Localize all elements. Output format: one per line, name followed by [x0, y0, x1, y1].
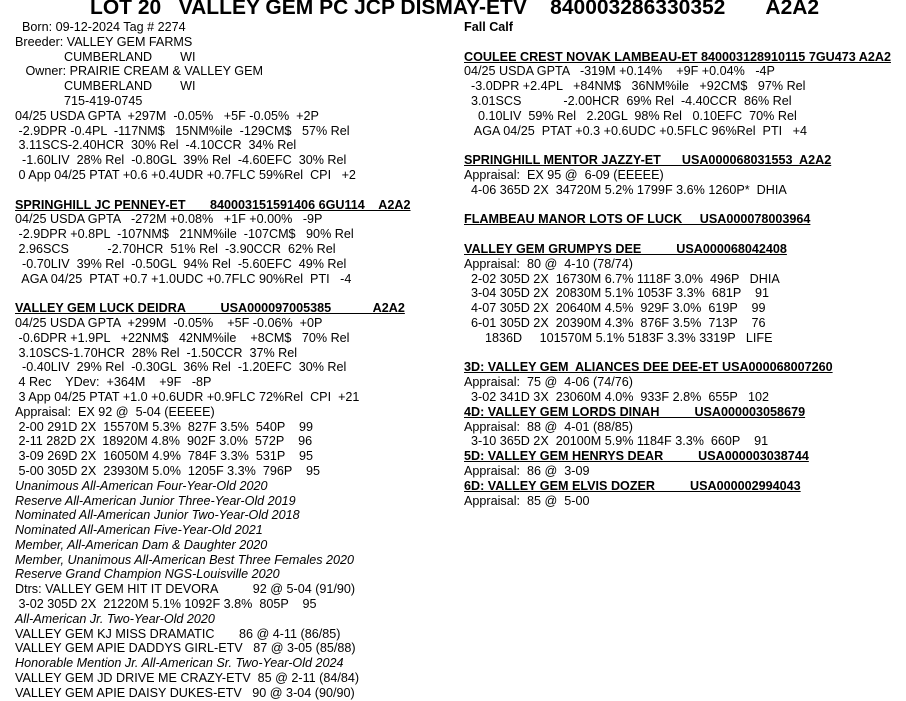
award-line: Nominated All-American Junior Two-Year-Old 2018: [15, 508, 300, 523]
pedigree-line: VALLEY GEM APIE DADDYS GIRL-ETV 87 @ 3-05 (85/88): [15, 641, 356, 656]
pedigree-line: 0.10LIV 59% Rel 2.20GL 98% Rel 0.10EFC 70% Rel: [464, 108, 797, 123]
award-line: Honorable Mention Jr. All-American Sr. Two-Year-Old 2024: [15, 656, 344, 671]
left-column: [15, 20, 455, 701]
pedigree-line: 3-10 365D 2X 20100M 5.9% 1184F 3.3% 660P 91: [464, 434, 769, 449]
animal-heading: 4D: VALLEY GEM LORDS DINAH USA000003058679: [464, 404, 806, 419]
pedigree-line: 3.01SCS -2.00HCR 69% Rel -4.40CCR 86% Rel: [464, 93, 792, 108]
pedigree-line: Appraisal: 86 @ 3-09: [464, 463, 590, 478]
pedigree-line: 2-00 291D 2X 15570M 5.3% 827F 3.5% 540P 99: [15, 419, 314, 434]
pedigree-line: VALLEY GEM APIE DAISY DUKES-ETV 90 @ 3-04 (90/90): [15, 685, 355, 700]
pedigree-line: Appraisal: EX 92 @ 5-04 (EEEEE): [15, 404, 215, 419]
pedigree-line: 1836D 101570M 5.1% 5183F 3.3% 3319P LIFE: [464, 330, 773, 345]
pedigree-line: AGA 04/25 PTAT +0.7 +1.0UDC +0.7FLC 90%Rel PTI -4: [15, 271, 352, 286]
pedigree-line: 04/25 USDA GPTA -319M +0.14% +9F +0.04% -4P: [464, 64, 775, 79]
pedigree-line: -1.60LIV 28% Rel -0.80GL 39% Rel -4.60EFC 30% Rel: [15, 153, 347, 168]
pedigree-line: 2-11 282D 2X 18920M 4.8% 902F 3.0% 572P 96: [15, 434, 313, 449]
pedigree-line: Appraisal: 80 @ 4-10 (78/74): [464, 256, 633, 271]
pedigree-line: 3.10SCS-1.70HCR 28% Rel -1.50CCR 37% Rel: [15, 345, 298, 360]
pedigree-line: VALLEY GEM JD DRIVE ME CRAZY-ETV 85 @ 2-11 (84/84): [15, 671, 360, 686]
pedigree-line: 0 App 04/25 PTAT +0.6 +0.4UDR +0.7FLC 59%Rel CPI +2: [15, 167, 356, 182]
animal-heading: FLAMBEAU MANOR LOTS OF LUCK USA000078003964: [464, 212, 811, 227]
pedigree-line: -2.9DPR -0.4PL -117NM$ 15NM%ile -129CM$ 57% Rel: [15, 123, 350, 138]
spacer: [15, 286, 455, 301]
award-line: Reserve All-American Junior Three-Year-Old 2019: [15, 493, 296, 508]
pedigree-line: Dtrs: VALLEY GEM HIT IT DEVORA 92 @ 5-04 (91/90): [15, 582, 356, 597]
pedigree-line: Appraisal: 88 @ 4-01 (88/85): [464, 419, 633, 434]
pedigree-line: -0.6DPR +1.9PL +22NM$ 42NM%ile +8CM$ 70% Rel: [15, 330, 350, 345]
pedigree-line: -0.70LIV 39% Rel -0.50GL 94% Rel -5.60EFC 49% Rel: [15, 256, 347, 271]
pedigree-line: -0.40LIV 29% Rel -0.30GL 36% Rel -1.20EFC 30% Rel: [15, 360, 347, 375]
award-line: Nominated All-American Five-Year-Old 2021: [15, 523, 263, 538]
pedigree-line: Breeder: VALLEY GEM FARMS: [15, 34, 193, 49]
pedigree-line: Fall Calf: [464, 20, 513, 34]
spacer: [464, 138, 900, 153]
pedigree-line: 3-02 341D 3X 23060M 4.0% 933F 2.8% 655P 102: [464, 389, 770, 404]
animal-heading: 5D: VALLEY GEM HENRYS DEAR USA000003038744: [464, 449, 809, 464]
right-column: [464, 20, 900, 508]
animal-heading: 6D: VALLEY GEM ELVIS DOZER USA000002994043: [464, 478, 801, 493]
pedigree-line: 3-04 305D 2X 20830M 5.1% 1053F 3.3% 681P 91: [464, 286, 770, 301]
award-line: Member, Unanimous All-American Best Three Females 2020: [15, 552, 355, 567]
animal-heading: SPRINGHILL JC PENNEY-ET 840003151591406 6GU114 A2A2: [15, 197, 411, 212]
pedigree-line: VALLEY GEM KJ MISS DRAMATIC 86 @ 4-11 (86/85): [15, 626, 341, 641]
pedigree-line: CUMBERLAND WI: [15, 79, 196, 94]
award-line: Reserve Grand Champion NGS-Louisville 2020: [15, 567, 280, 582]
pedigree-line: Appraisal: EX 95 @ 6-09 (EEEEE): [464, 167, 664, 182]
animal-heading: 3D: VALLEY GEM ALIANCES DEE DEE-ET USA000068007260: [464, 360, 833, 375]
pedigree-line: 04/25 USDA GPTA +299M -0.05% +5F -0.06% +0P: [15, 315, 323, 330]
lot-title: LOT 20 VALLEY GEM PC JCP DISMAY-ETV 840003286330352 A2A2: [90, 0, 820, 19]
pedigree-line: Owner: PRAIRIE CREAM & VALLEY GEM: [15, 64, 263, 79]
pedigree-line: AGA 04/25 PTAT +0.3 +0.6UDC +0.5FLC 96%Rel PTI +4: [464, 123, 808, 138]
spacer: [464, 35, 900, 50]
award-line: All-American Jr. Two-Year-Old 2020: [15, 611, 215, 626]
pedigree-line: -2.9DPR +0.8PL -107NM$ 21NM%ile -107CM$ 90% Rel: [15, 227, 354, 242]
pedigree-line: 3.11SCS-2.40HCR 30% Rel -4.10CCR 34% Rel: [15, 138, 297, 153]
pedigree-line: Born: 09-12-2024 Tag # 2274: [15, 20, 186, 34]
spacer: [464, 198, 900, 213]
spacer: [464, 227, 900, 242]
pedigree-line: Appraisal: 85 @ 5-00: [464, 493, 590, 508]
pedigree-line: 3 App 04/25 PTAT +1.0 +0.6UDR +0.9FLC 72%Rel CPI +21: [15, 389, 360, 404]
pedigree-line: 4-07 305D 2X 20640M 4.5% 929F 3.0% 619P 99: [464, 301, 766, 316]
animal-heading: SPRINGHILL MENTOR JAZZY-ET USA000068031553 A2A2: [464, 153, 832, 168]
pedigree-line: CUMBERLAND WI: [15, 49, 196, 64]
pedigree-line: 04/25 USDA GPTA +297M -0.05% +5F -0.05% +2P: [15, 108, 319, 123]
animal-heading: COULEE CREST NOVAK LAMBEAU-ET 840003128910115 7GU473 A2A2: [464, 49, 891, 64]
award-line: Member, All-American Dam & Daughter 2020: [15, 537, 268, 552]
spacer: [464, 346, 900, 361]
award-line: Unanimous All-American Four-Year-Old 2020: [15, 478, 268, 493]
animal-heading: VALLEY GEM LUCK DEIDRA USA000097005385 A2A2: [15, 301, 405, 316]
pedigree-line: 5-00 305D 2X 23930M 5.0% 1205F 3.3% 796P 95: [15, 463, 321, 478]
pedigree-line: 4 Rec YDev: +364M +9F -8P: [15, 375, 212, 390]
pedigree-line: -3.0DPR +2.4PL +84NM$ 36NM%ile +92CM$ 97% Rel: [464, 79, 806, 94]
pedigree-line: 3-09 269D 2X 16050M 4.9% 784F 3.3% 531P 95: [15, 449, 314, 464]
pedigree-line: 6-01 305D 2X 20390M 4.3% 876F 3.5% 713P 76: [464, 315, 766, 330]
pedigree-line: 3-02 305D 2X 21220M 5.1% 1092F 3.8% 805P 95: [15, 597, 317, 612]
pedigree-line: Appraisal: 75 @ 4-06 (74/76): [464, 375, 633, 390]
pedigree-line: 715-419-0745: [15, 93, 143, 108]
pedigree-line: 2.96SCS -2.70HCR 51% Rel -3.90CCR 62% Rel: [15, 241, 336, 256]
spacer: [15, 183, 455, 198]
pedigree-line: 04/25 USDA GPTA -272M +0.08% +1F +0.00% -9P: [15, 212, 323, 227]
pedigree-line: 2-02 305D 2X 16730M 6.7% 1118F 3.0% 496P DHIA: [464, 271, 780, 286]
pedigree-line: 4-06 365D 2X 34720M 5.2% 1799F 3.6% 1260P* DHIA: [464, 182, 787, 197]
animal-heading: VALLEY GEM GRUMPYS DEE USA000068042408: [464, 241, 787, 256]
